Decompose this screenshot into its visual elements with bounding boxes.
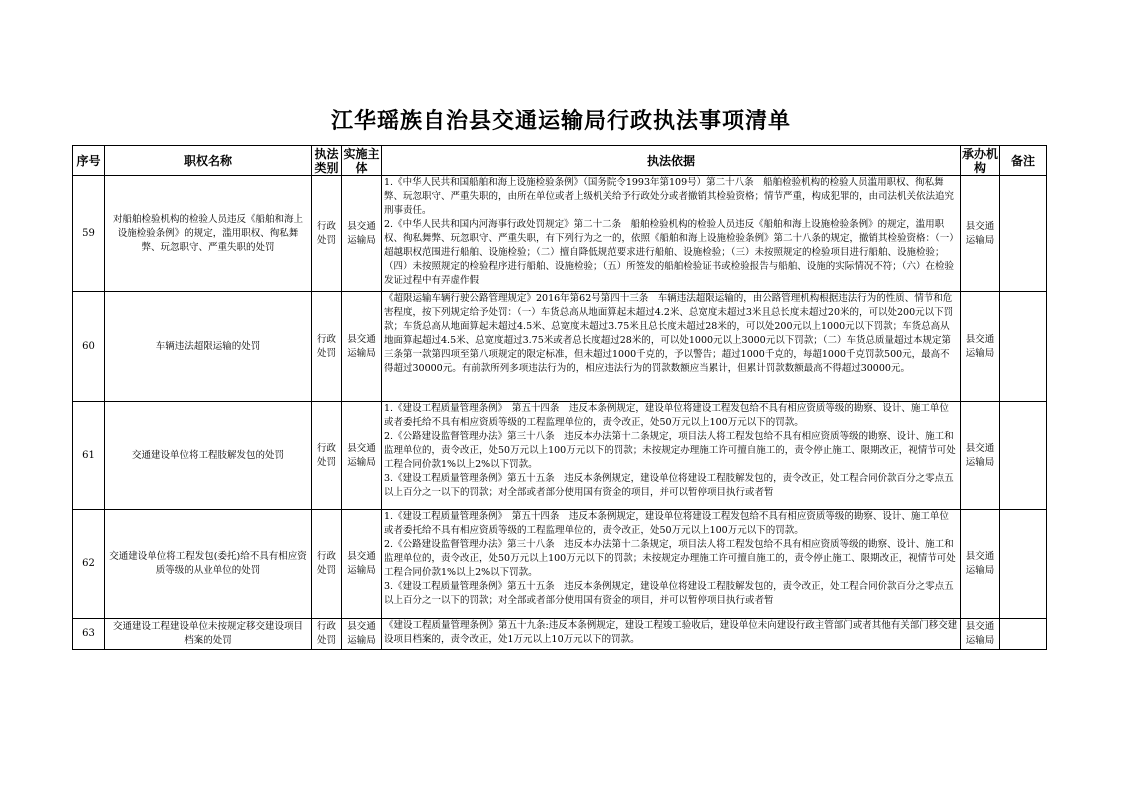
row-category: 行政处罚: [312, 292, 342, 402]
row-basis: [382, 619, 961, 650]
enforcement-table: [72, 145, 1047, 650]
row-subject: 县交通运输局: [342, 402, 382, 510]
header-name: 职权名称: [105, 146, 312, 176]
row-basis: [382, 292, 961, 402]
header-category: 执法类别: [312, 146, 342, 176]
table-row: [73, 176, 1047, 292]
row-dept: 县交通运输局: [961, 619, 1000, 650]
row-dept: 县交通运输局: [961, 402, 1000, 510]
document-title: 江华瑶族自治县交通运输局行政执法事项清单: [330, 108, 791, 134]
row-category: 行政处罚: [312, 402, 342, 510]
row-dept: 县交通运输局: [961, 292, 1000, 402]
row-basis-text: 1.《中华人民共和国船舶和海上设施检验条例》（国务院令1993年第109号）第二十八条 船舶检验机构的检验人员滥用职权、徇私舞弊、玩忽职守、严重失职的，由所在单位或者上级机关给予行政处分或者撤销其检验资格；情节严重，构成犯罪的，由司法机关依法追究刑事责任。 2.《中华人民共和国内河海事行政处罚规定》第二十二条 船舶检验机构的检验人员违反《船舶和海上设施检验条例》的规定，滥用职权、徇私舞弊、玩忽职守、严重失职，有下列行为之一的，依照《船舶和海上设施检验条例》第二十八条的规定，撤销其检验资格：（一）超越职权范围进行船舶、设施检验；（二）擅自降低规范要求进行船舶、设施检验；（三）未按照规定的检验项目进行船舶、设施检验；（四）未按照规定的检验程序进行船舶、设施检验；（五）所签发的船舶检验证书或检验报告与船舶、设施的实际情况不符；（六）在检验发证过程中有弄虚作假: [384, 177, 955, 286]
row-category: 行政处罚: [312, 619, 342, 650]
row-basis-text: 《建设工程质量管理条例》第五十九条:违反本条例规定，建设工程竣工验收后，建设单位未向建设行政主管部门或者其他有关部门移交建设项目档案的，责令改正，处1万元以上10万元以下的罚款。: [384, 620, 958, 645]
row-remark: [1000, 510, 1047, 619]
table-row: [73, 619, 1047, 650]
row-name: 交通建设单位将工程发包(委托)给不具有相应资质等级的从业单位的处罚: [105, 510, 312, 619]
row-name: 交通建设单位将工程肢解发包的处罚: [105, 402, 312, 510]
row-remark: [1000, 176, 1047, 292]
row-dept: 县交通运输局: [961, 510, 1000, 619]
table-row: [73, 292, 1047, 402]
row-basis-text: 1.《建设工程质量管理条例》 第五十四条 违反本条例规定，建设单位将建设工程发包给不具有相应资质等级的勘察、设计、施工单位或者委托给不具有相应资质等级的工程监理单位的，责令改正，处50万元以上100万元以下的罚款。 2.《公路建设监督管理办法》第三十八条 违反本办法第十二条规定，项目法人将工程发包给不具有相应资质等级的勘察、设计、施工和监理单位的，责令改正，处50万元以上100万元以下的罚款；未按规定办理施工许可擅自施工的，责令停止施工、限期改正，视情节可处工程合同价款1%以上2%以下罚款。 3.《建设工程质量管理条例》第五十五条 违反本条例规定，建设单位将建设工程肢解发包的，责令改正，处工程合同价款百分之零点五以上百分之一以下的罚款；对全部或者部分使用国有资金的项目，并可以暂停项目执行或者暂: [384, 403, 956, 498]
row-subject: 县交通运输局: [342, 510, 382, 619]
row-basis: [382, 510, 961, 619]
row-remark: [1000, 619, 1047, 650]
row-name: 交通建设工程建设单位未按规定移交建设项目档案的处罚: [105, 619, 312, 650]
row-seq: 60: [73, 292, 105, 402]
row-remark: [1000, 292, 1047, 402]
row-category: 行政处罚: [312, 176, 342, 292]
row-name: 对船舶检验机构的检验人员违反《船舶和海上设施检验条例》的规定，滥用职权、徇私舞弊、玩忽职守、严重失职的处罚: [105, 176, 312, 292]
table-row: [73, 510, 1047, 619]
row-category: 行政处罚: [312, 510, 342, 619]
header-seq: 序号: [73, 146, 105, 176]
row-subject: 县交通运输局: [342, 619, 382, 650]
row-basis: [382, 402, 961, 510]
header-basis: 执法依据: [382, 146, 961, 176]
row-seq: 59: [73, 176, 105, 292]
row-subject: 县交通运输局: [342, 176, 382, 292]
row-basis-text: 1.《建设工程质量管理条例》 第五十四条 违反本条例规定，建设单位将建设工程发包给不具有相应资质等级的勘察、设计、施工单位或者委托给不具有相应资质等级的工程监理单位的，责令改正，处50万元以上100万元以下的罚款。 2.《公路建设监督管理办法》第三十八条 违反本办法第十二条规定，项目法人将工程发包给不具有相应资质等级的勘察、设计、施工和监理单位的，责令改正，处50万元以上100万元以下的罚款；未按规定办理施工许可擅自施工的，责令停止施工、限期改正，视情节可处工程合同价款1%以上2%以下罚款。 3.《建设工程质量管理条例》第五十五条 违反本条例规定，建设单位将建设工程肢解发包的，责令改正，处工程合同价款百分之零点五以上百分之一以下的罚款；对全部或者部分使用国有资金的项目，并可以暂停项目执行或者暂: [384, 511, 956, 606]
row-dept: 县交通运输局: [961, 176, 1000, 292]
header-subject: 实施主体: [343, 146, 380, 175]
header-remark: 备注: [1000, 146, 1047, 176]
row-remark: [1000, 402, 1047, 510]
row-seq: 63: [73, 619, 105, 650]
row-basis-text: 《超限运输车辆行驶公路管理规定》2016年第62号第四十三条 车辆违法超限运输的，由公路管理机构根据违法行为的性质、情节和危害程度，按下列规定给予处罚：（一）车货总高从地面算起未超过4.2米、总宽度未超过3米且总长度未超过20米的，可以处200元以下罚款；车货总高从地面算起未超过4.5米、总宽度未超过3.75米且总长度未超过28米的，可以处200元以上1000元以下罚款；车货总高从地面算起超过4.5米、总宽度超过3.75米或者总长度超过28米的，可以处1000元以上3000元以下罚款；（二）车货总质量超过本规定第三条第一款第四项至第八项规定的限定标准，但未超过1000千克的，予以警告；超过1000千克的，每超1000千克罚款500元，最高不得超过30000元。有前款所列多项违法行为的，相应违法行为的罚款数额应当累计，但累计罚款数额最高不得超过30000元。: [384, 293, 954, 374]
row-subject: 县交通运输局: [342, 292, 382, 402]
header-dept: 承办机构: [961, 146, 998, 175]
row-seq: 62: [73, 510, 105, 619]
row-seq: 61: [73, 402, 105, 510]
table-row: [73, 402, 1047, 510]
row-name: 车辆违法超限运输的处罚: [105, 292, 312, 402]
row-basis: [382, 176, 961, 292]
header-row: [73, 146, 1047, 176]
